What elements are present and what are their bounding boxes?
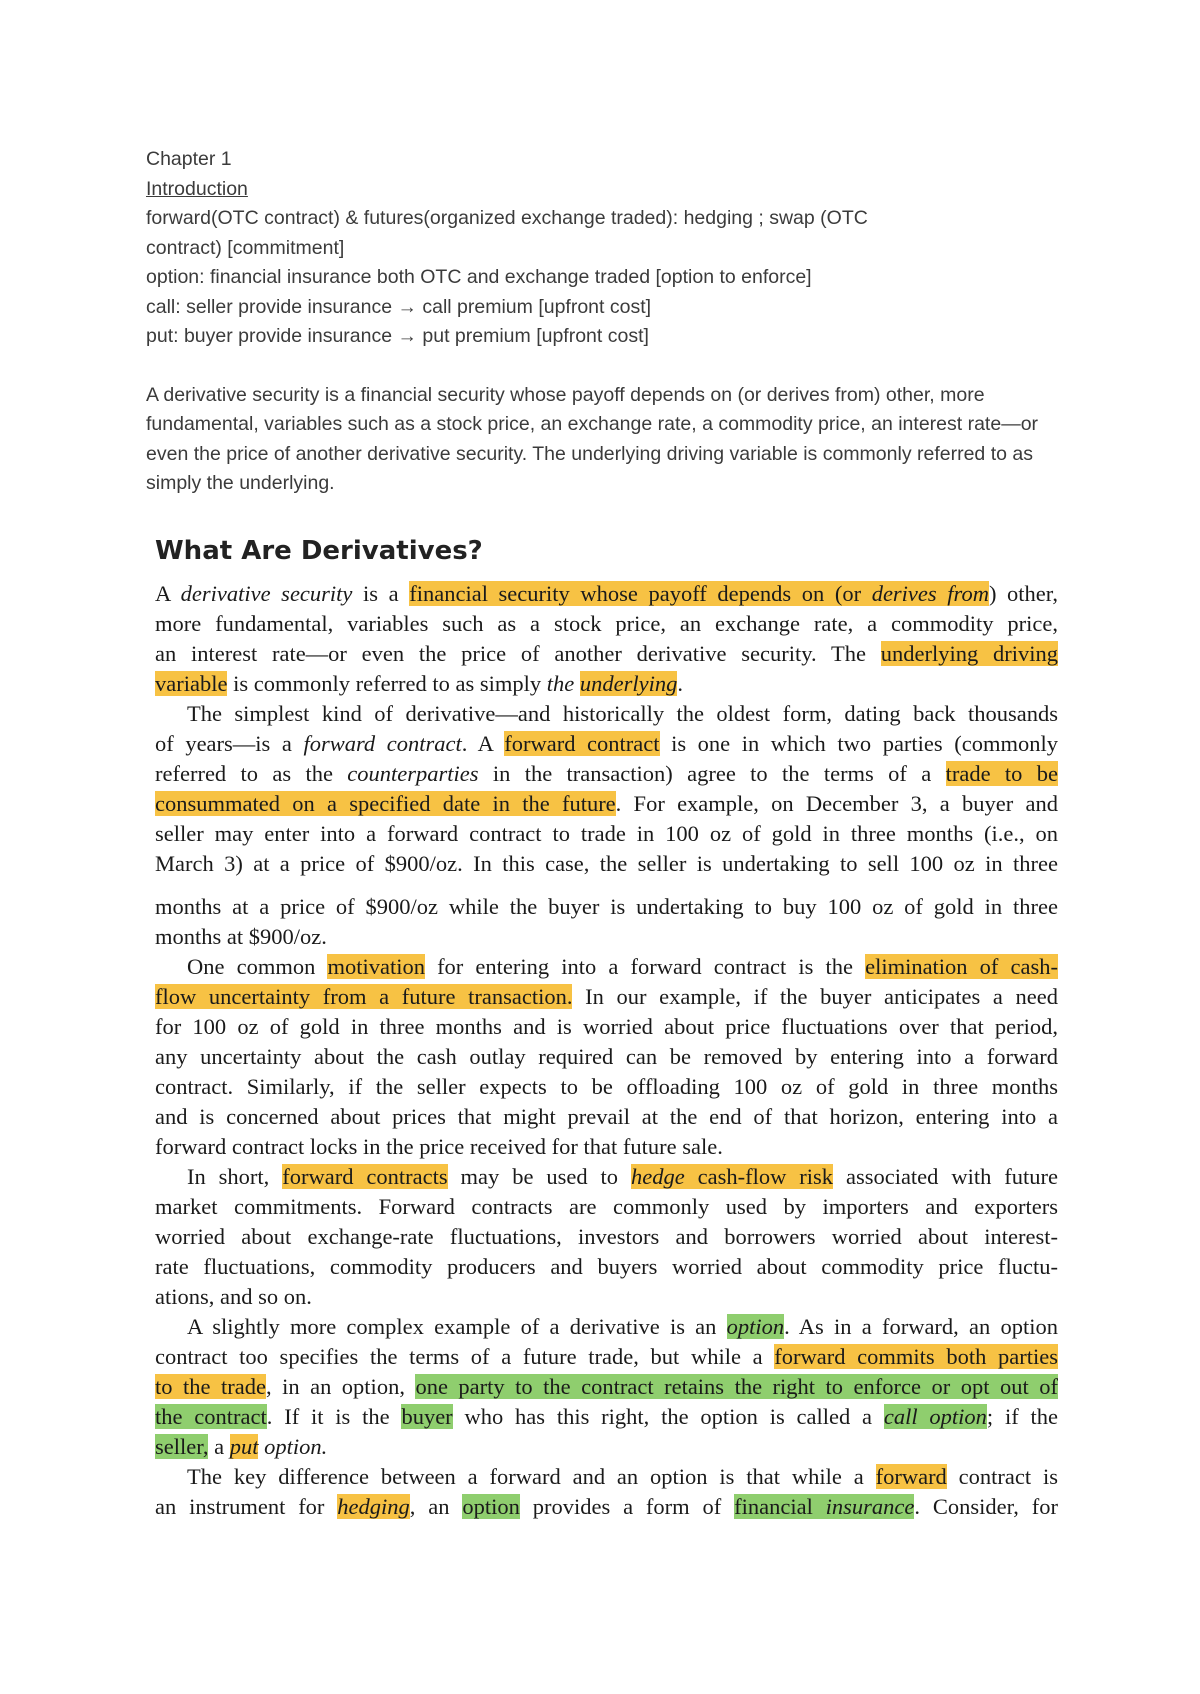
highlight: to the trade <box>155 1374 266 1399</box>
highlight-green: option <box>462 1494 520 1519</box>
highlight-green: buyer <box>401 1404 453 1429</box>
text-line: months at $900/oz. <box>155 924 327 949</box>
highlight: consummated on a specified date in the future <box>155 791 616 816</box>
text-line: of years—is a forward contract. A forward contract is one in which two parties (commonly <box>155 731 1058 756</box>
text-line: seller, a put option. <box>155 1434 328 1459</box>
book-excerpt-top <box>155 579 1058 879</box>
section-title: Introduction <box>146 177 248 200</box>
highlight: hedging <box>337 1494 410 1519</box>
highlight-green: option <box>726 1314 785 1339</box>
highlight: forward <box>875 1464 947 1489</box>
note-line: put: buyer provide insurance → put premium [upfront cost] <box>146 325 649 347</box>
text-line: worried about exchange-rate fluctuations, investors and borrowers worried about interest- <box>155 1224 1058 1249</box>
text-line: and is concerned about prices that might prevail at the end of that horizon, entering into a <box>155 1104 1058 1129</box>
highlight-green: one party to the contract retains the right to enforce or opt out of <box>415 1374 1058 1399</box>
text-line: seller may enter into a forward contract to trade in 100 oz of gold in three months (i.e., on <box>155 821 1058 846</box>
text-line: contract. Similarly, if the seller expects to be offloading 100 oz of gold in three months <box>155 1074 1058 1099</box>
text-line: an interest rate—or even the price of another derivative security. The underlying driving <box>155 641 1058 666</box>
highlight-green: the contract <box>155 1404 267 1429</box>
highlight-green: financial insurance <box>734 1494 915 1519</box>
text-line: any uncertainty about the cash outlay required can be removed by entering into a forward <box>155 1044 1058 1069</box>
note-line: contract) [commitment] <box>146 236 345 259</box>
text-line: for 100 oz of gold in three months and is worried about price fluctuations over that period, <box>155 1014 1058 1039</box>
text-line: flow uncertainty from a future transaction. In our example, if the buyer anticipates a need <box>155 984 1058 1009</box>
text-line: The simplest kind of derivative—and historically the oldest form, dating back thousands <box>187 701 1058 726</box>
highlight: elimination of cash- <box>865 954 1058 979</box>
text-line: variable is commonly referred to as simply the underlying. <box>155 671 684 696</box>
highlight: financial security whose payoff depends on (or derives from <box>409 581 989 606</box>
highlight-green: call option <box>883 1404 987 1429</box>
highlight: forward commits both parties <box>774 1344 1058 1369</box>
text-line: One common motivation for entering into a forward contract is the elimination of cash- <box>187 954 1058 979</box>
note-line: option: financial insurance both OTC and exchange traded [option to enforce] <box>146 266 812 288</box>
text-line: an instrument for hedging, an option provides a form of financial insurance. Consider, for <box>155 1494 1058 1519</box>
text-line: more fundamental, variables such as a stock price, an exchange rate, a commodity price, <box>155 611 1058 636</box>
highlight: hedge cash-flow risk <box>630 1164 834 1189</box>
text-line: March 3) at a price of $900/oz. In this case, the seller is undertaking to sell 100 oz in three <box>155 851 1058 876</box>
text-line: months at a price of $900/oz while the buyer is undertaking to buy 100 oz of gold in three <box>155 894 1058 919</box>
highlight: motivation <box>327 954 425 979</box>
note-line: forward(OTC contract) & futures(organized exchange traded): hedging ; swap (OTC <box>146 207 868 229</box>
text-line: In short, forward contracts may be used to hedge cash-flow risk associated with future <box>187 1164 1059 1189</box>
highlight: forward contract <box>504 731 660 756</box>
highlight: put <box>229 1434 259 1459</box>
text-line: market commitments. Forward contracts are commonly used by importers and exporters <box>155 1194 1058 1219</box>
notes-section <box>146 145 1076 499</box>
text-line: to the trade, in an option, one party to the contract retains the right to enforce or opt out of <box>155 1374 1058 1399</box>
highlight: trade to be <box>945 761 1058 786</box>
text-line: ations, and so on. <box>155 1284 312 1309</box>
text-line: forward contract locks in the price received for that future sale. <box>155 1134 723 1159</box>
text-line: contract too specifies the terms of a future trade, but while a forward commits both parties <box>155 1344 1058 1369</box>
text-line: A derivative security is a financial security whose payoff depends on (or derives from) other, <box>155 581 1059 606</box>
highlight: flow uncertainty from a future transaction. <box>155 984 573 1009</box>
highlight: forward contracts <box>282 1164 448 1189</box>
book-heading: What Are Derivatives? <box>155 536 483 566</box>
text-line: The key difference between a forward and an option is that while a forward contract is <box>187 1464 1059 1489</box>
text-line: A slightly more complex example of a derivative is an option. As in a forward, an option <box>187 1314 1058 1339</box>
text-line: rate fluctuations, commodity producers and buyers worried about commodity price fluctu- <box>155 1254 1058 1279</box>
highlight: underlying <box>579 671 678 696</box>
highlight-green: seller, <box>155 1434 209 1459</box>
text-line: the contract. If it is the buyer who has this right, the option is called a call option; if the <box>155 1404 1059 1429</box>
text-line: referred to as the counterparties in the transaction) agree to the terms of a trade to be <box>155 761 1058 786</box>
note-line: call: seller provide insurance → call premium [upfront cost] <box>146 295 652 318</box>
book-excerpt-bottom <box>155 892 1058 1522</box>
highlight: underlying driving <box>880 641 1058 666</box>
notes-paragraph: A derivative security is a financial security whose payoff depends on (or derives from) other, more fundamental, variables such as a stock price, an exchange rate, a commodity price, an interest rate—or even the price of another derivative security. The underlying driving variable is commonly referred to as simply the underlying. <box>146 383 1039 494</box>
highlight: variable <box>155 671 228 696</box>
chapter-label: Chapter 1 <box>146 148 232 170</box>
text-line: consummated on a specified date in the future. For example, on December 3, a buyer and <box>155 791 1058 816</box>
